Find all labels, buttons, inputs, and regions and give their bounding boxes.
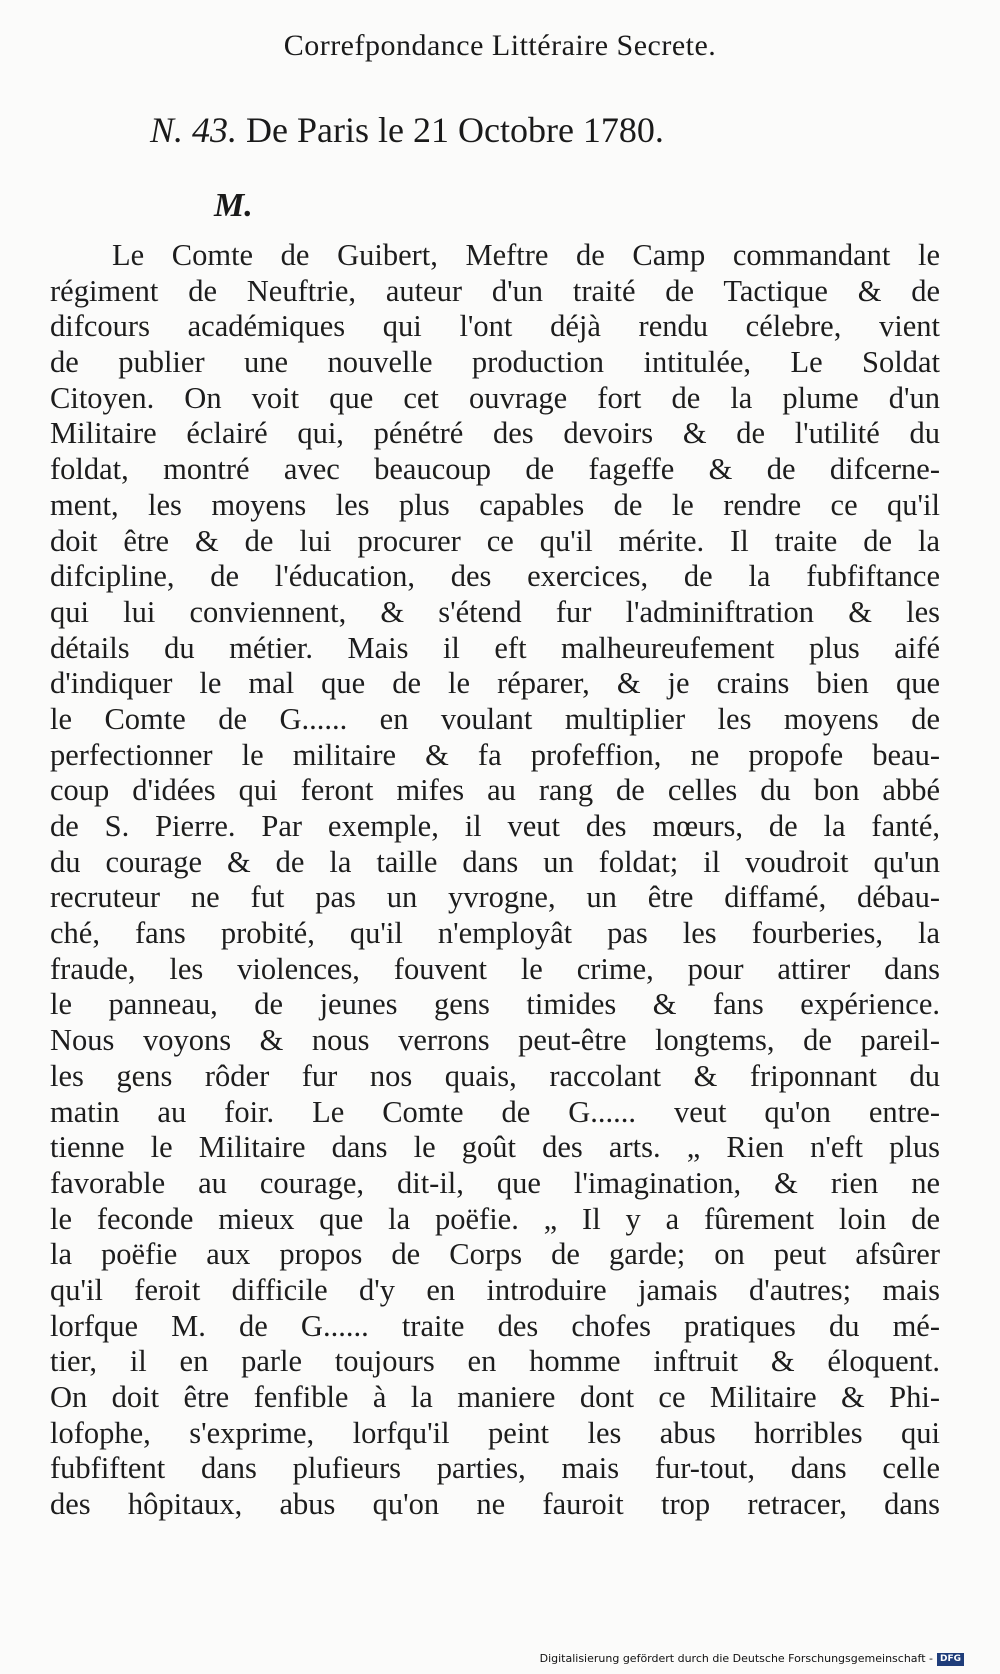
text-line: fraude, les violences, fouvent le crime, pour attirer dans xyxy=(50,951,940,986)
text-line: lofophe, s'exprime, lorfqu'il peint les abus horribles qui xyxy=(50,1415,940,1450)
text-line: Citoyen. On voit que cet ouvrage fort de la plume d'un xyxy=(50,380,940,415)
text-line: difcours académiques qui l'ont déjà rendu célebre, vient xyxy=(50,309,940,344)
text-line: Le Comte de Guibert, Meftre de Camp commandant le xyxy=(112,238,940,272)
credit-text: Digitalisierung gefördert durch die Deutsche Forschungsgemeinschaft - xyxy=(539,1652,933,1665)
text-line: recruteur ne fut pas un yvrogne, un être diffamé, débau- xyxy=(50,880,940,915)
text-line: détails du métier. Mais il eft malheureufement plus aifé xyxy=(50,630,940,665)
text-line: qui lui conviennent, & s'étend fur l'adminiftration & les xyxy=(50,594,940,629)
text-line: ché, fans probité, qu'il n'employât pas les fourberies, la xyxy=(50,916,940,951)
article-body xyxy=(50,238,940,1523)
issue-number: N. 43. xyxy=(150,110,238,150)
text-line: fubfiftent dans plufieurs parties, mais fur-tout, dans celle xyxy=(50,1451,940,1486)
text-line: des hôpitaux, abus qu'on ne fauroit trop retracer, dans xyxy=(50,1487,940,1522)
text-line: difcipline, de l'éducation, des exercices, de la fubfiftance xyxy=(50,559,940,594)
text-line: matin au foir. Le Comte de G...... veut qu'on entre- xyxy=(50,1094,940,1129)
date-text: De Paris le 21 Octobre 1780. xyxy=(246,110,664,150)
text-line: de publier une nouvelle production intitulée, Le Soldat xyxy=(50,345,940,380)
text-line: du courage & de la taille dans un foldat; il voudroit qu'un xyxy=(50,844,940,879)
text-line: le panneau, de jeunes gens timides & fans expérience. xyxy=(50,987,940,1022)
text-line: les gens rôder fur nos quais, raccolant & friponnant du xyxy=(50,1058,940,1093)
text-line: lorfque M. de G...... traite des chofes pratiques du mé- xyxy=(50,1308,940,1343)
dateline xyxy=(150,108,664,152)
text-line: la poëfie aux propos de Corps de garde; on peut afsûrer xyxy=(50,1237,940,1272)
text-line: de S. Pierre. Par exemple, il veut des mœurs, de la fanté, xyxy=(50,809,940,843)
text-line: ment, les moyens les plus capables de le rendre ce qu'il xyxy=(50,487,940,522)
text-line: d'indiquer le mal que de le réparer, & je crains bien que xyxy=(50,666,940,701)
text-line: On doit être fenfible à la maniere dont ce Militaire & Phi- xyxy=(50,1380,940,1414)
text-line: Militaire éclairé qui, pénétré des devoirs & de l'utilité du xyxy=(50,416,940,451)
text-line: favorable au courage, dit-il, que l'imagination, & rien ne xyxy=(50,1165,940,1200)
text-line: perfectionner le militaire & fa profeffion, ne propofe beau- xyxy=(50,737,940,772)
text-line: Nous voyons & nous verrons peut-être longtems, de pareil- xyxy=(50,1023,940,1058)
dfg-logo-icon: DFG xyxy=(937,1653,964,1666)
text-line: régiment de Neuftrie, auteur d'un traité de Tactique & de xyxy=(50,273,940,308)
text-line: coup d'idées qui feront mifes au rang de celles du bon abbé xyxy=(50,773,940,808)
text-line: tier, il en parle toujours en homme inftruit & éloquent. xyxy=(50,1344,940,1379)
digitization-credit xyxy=(540,1652,964,1666)
text-line: le feconde mieux que la poëfie. „ Il y a fûrement loin de xyxy=(50,1201,940,1236)
salutation: M. xyxy=(214,187,253,224)
text-line: le Comte de G...... en voulant multiplier les moyens de xyxy=(50,701,940,736)
text-line: tienne le Militaire dans le goût des arts. „ Rien n'eft plus xyxy=(50,1130,940,1165)
text-line: foldat, montré avec beaucoup de fageffe & de difcerne- xyxy=(50,452,940,487)
text-line: doit être & de lui procurer ce qu'il mérite. Il traite de la xyxy=(50,523,940,558)
page-title: Correfpondance Littéraire Secrete. xyxy=(283,29,717,62)
text-line: qu'il feroit difficile d'y en introduire jamais d'autres; mais xyxy=(50,1272,940,1307)
